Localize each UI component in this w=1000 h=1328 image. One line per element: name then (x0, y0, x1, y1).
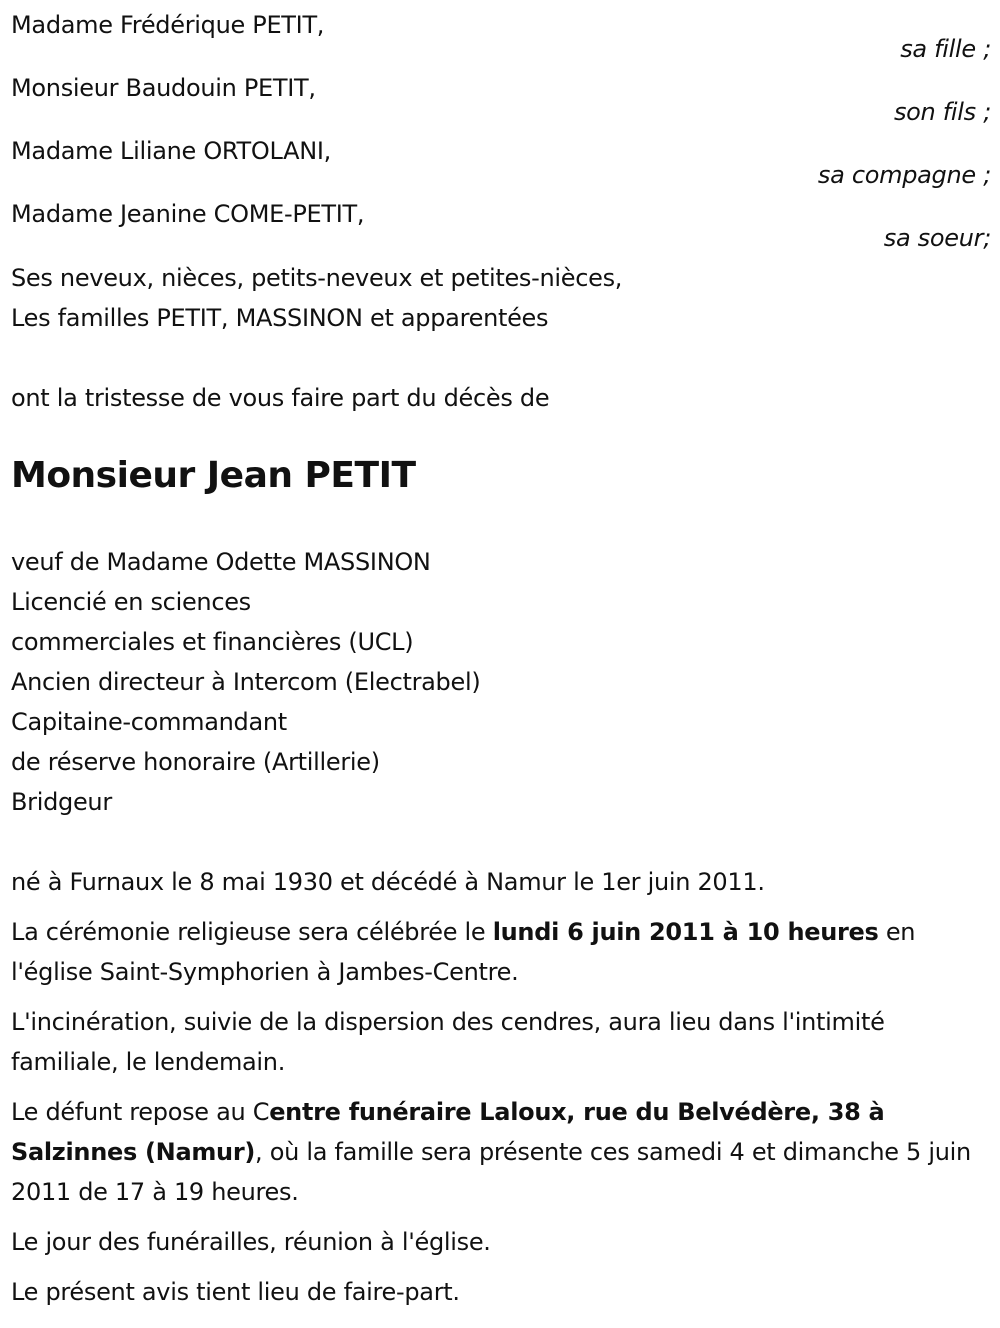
family-member-relation: sa fille ; (900, 35, 991, 63)
deceased-detail-line: Bridgeur (11, 788, 112, 816)
family-member-daughter (11, 0, 991, 63)
deceased-detail-line: Ancien directeur à Intercom (Electrabel) (11, 668, 481, 696)
family-member-relation: son fils ; (893, 98, 991, 126)
spacer (11, 822, 991, 862)
closing-paragraph: Le présent avis tient lieu de faire-part. (11, 1278, 460, 1306)
repose-text-after: , où la famille sera présente ces samedi 4 et dimanche 5 juin 2011 de 17 à 19 heures. (11, 1138, 971, 1206)
deceased-details (11, 542, 991, 822)
family-member-sister (11, 189, 991, 252)
ceremony-text-before: La cérémonie religieuse sera célébrée le (11, 918, 493, 946)
ceremony-text-after: en l'église Saint-Symphorien à Jambes-Centre. (11, 918, 916, 986)
deceased-detail-line: veuf de Madame Odette MASSINON (11, 548, 431, 576)
deceased-detail-line: Licencié en sciences (11, 588, 251, 616)
repose-text-before: Le défunt repose au C (11, 1098, 270, 1126)
extended-family-line: Les familles PETIT, MASSINON et apparentées (11, 304, 549, 332)
family-member-name: Monsieur Baudouin PETIT, (11, 74, 316, 102)
family-member-name: Madame Frédérique PETIT, (11, 11, 325, 39)
ceremony-date-time: lundi 6 juin 2011 à 10 heures (492, 918, 879, 946)
repose-paragraph (11, 1092, 996, 1212)
incineration-paragraph: L'incinération, suivie de la dispersion des cendres, aura lieu dans l'intimité familiale, le lendemain. (11, 1008, 885, 1076)
deceased-detail-line: de réserve honoraire (Artillerie) (11, 748, 380, 776)
extended-family-line: Ses neveux, nièces, petits-neveux et petites-nièces, (11, 264, 623, 292)
family-member-name: Madame Liliane ORTOLANI, (11, 137, 331, 165)
deceased-detail-line: commerciales et financières (UCL) (11, 628, 414, 656)
birth-death-paragraph: né à Furnaux le 8 mai 1930 et décédé à Namur le 1er juin 2011. (11, 868, 765, 896)
meeting-paragraph: Le jour des funérailles, réunion à l'église. (11, 1228, 491, 1256)
family-member-companion (11, 126, 991, 189)
family-member-relation: sa compagne ; (817, 161, 991, 189)
funeral-notice (11, 0, 991, 1322)
family-member-name: Madame Jeanine COME-PETIT, (11, 200, 365, 228)
funeral-home-address: entre funéraire Laloux, rue du Belvédère, 38 à Salzinnes (Namur) (11, 1098, 885, 1166)
spacer (11, 338, 991, 378)
family-member-son (11, 63, 991, 126)
announcement-text: ont la tristesse de vous faire part du décès de (11, 384, 550, 412)
deceased-detail-line: Capitaine-commandant (11, 708, 287, 736)
ceremony-paragraph (11, 912, 996, 992)
family-member-relation: sa soeur; (883, 224, 991, 252)
deceased-name: Monsieur Jean PETIT (11, 455, 416, 496)
